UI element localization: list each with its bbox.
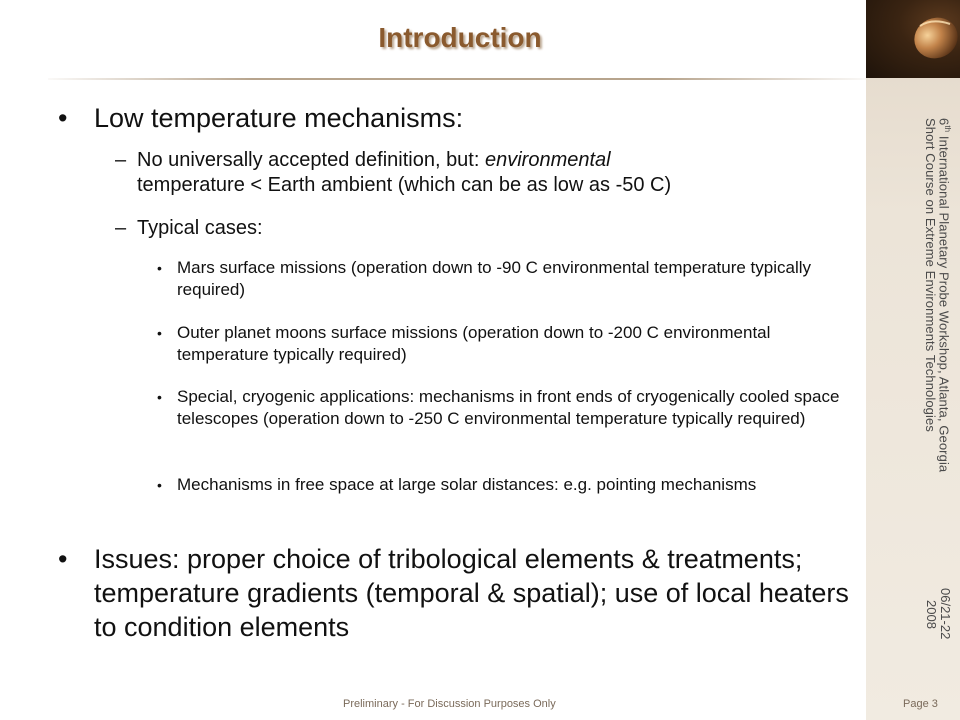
bullet-dot-icon: • xyxy=(157,389,162,405)
bullet-dot-icon: • xyxy=(58,544,68,574)
case-cryogenic: • Special, cryogenic applications: mechanisms in front ends of cryogenically cooled space telescopes (operation down to -250 C environmental temperature typically required) xyxy=(157,387,840,428)
bullet-dot-icon: • xyxy=(58,103,68,133)
bullet-dot-icon: • xyxy=(157,477,162,493)
footer-disclaimer: Preliminary - For Discussion Purposes Only xyxy=(343,698,556,710)
sidebar-caption xyxy=(866,118,960,678)
workshop-title: 6th International Planetary Probe Workshop, Atlanta, Georgia xyxy=(936,118,952,473)
slide-title: Introduction xyxy=(378,22,542,53)
case-free-space: • Mechanisms in free space at large solar distances: e.g. pointing mechanisms xyxy=(157,475,757,494)
dash-icon: – xyxy=(115,217,127,239)
entry-probe-icon xyxy=(906,8,960,66)
bullet-low-temp: • Low temperature mechanisms: xyxy=(58,103,464,133)
sub-bullet-typical: – Typical cases: xyxy=(115,217,263,239)
bullet-issues: • Issues: proper choice of tribological elements & treatments; temperature gradients (temporal & spatial); use of local heaters to condition elements xyxy=(58,544,849,642)
bullet-dot-icon: • xyxy=(157,260,162,276)
bullet-dot-icon: • xyxy=(157,325,162,341)
sub-bullet-definition: – No universally accepted definition, but: environmental temperature < Earth ambient (which can be as low as -50 C) xyxy=(115,149,672,196)
probe-image xyxy=(866,0,960,78)
course-title: Short Course on Extreme Environments Technologies xyxy=(923,118,938,432)
dash-icon: – xyxy=(115,149,127,171)
case-mars: • Mars surface missions (operation down to -90 C environmental temperature typically required) xyxy=(157,258,811,299)
workshop-date: 06/21-22 2008 xyxy=(924,588,953,640)
case-outer-moons: • Outer planet moons surface missions (operation down to -200 C environmental temperature typically required) xyxy=(157,323,771,364)
title-divider xyxy=(48,78,866,80)
page-number: Page 3 xyxy=(903,698,938,710)
